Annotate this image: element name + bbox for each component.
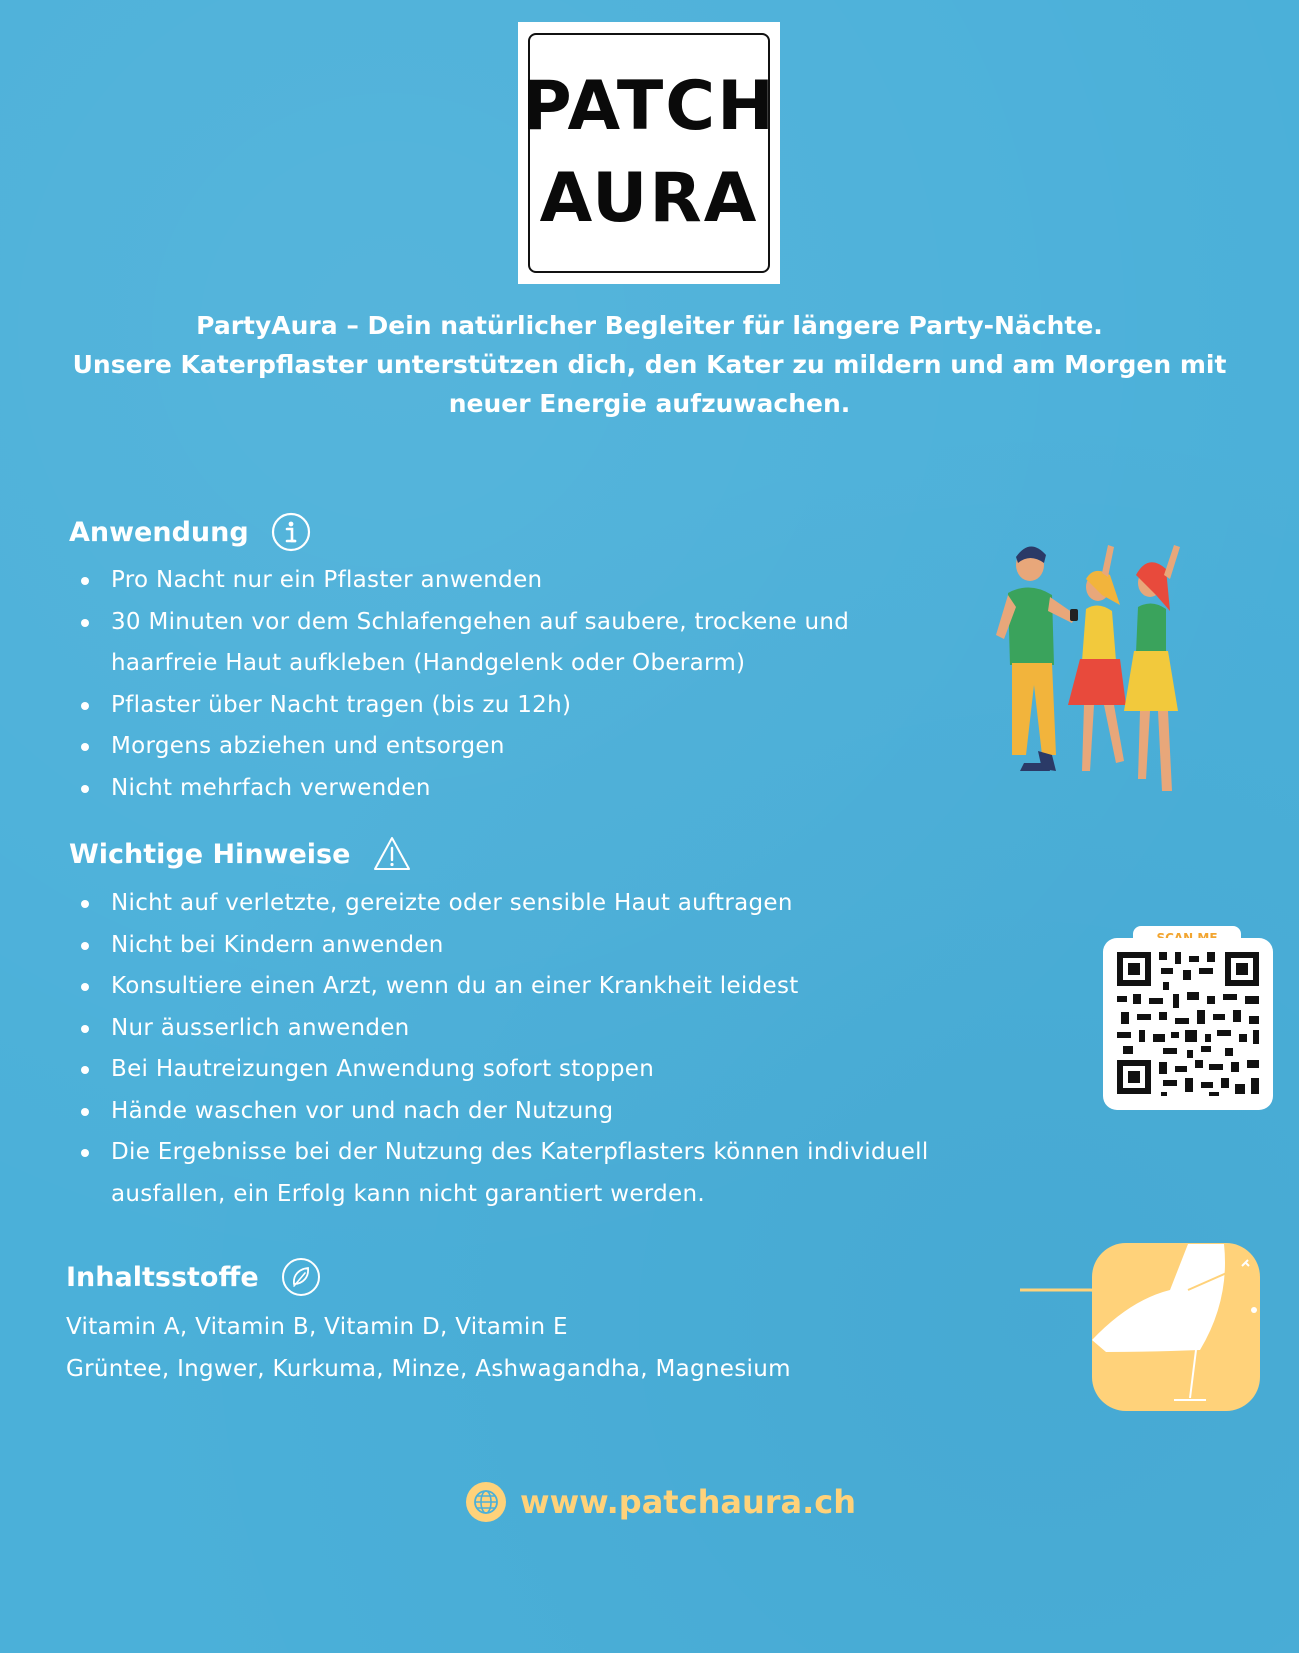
cocktail-illustration bbox=[1020, 1240, 1280, 1434]
hinweise-title: Wichtige Hinweise bbox=[69, 838, 351, 870]
qr-code[interactable] bbox=[1103, 938, 1273, 1110]
info-icon bbox=[271, 512, 311, 552]
logo-line-2: AURA bbox=[539, 159, 759, 238]
ingredients-text bbox=[66, 1306, 791, 1390]
intro-line-2: Unsere Katerpflaster unterstützen dich, den Kater zu mildern und am Morgen mit bbox=[72, 350, 1227, 379]
website-link[interactable] bbox=[466, 1482, 856, 1522]
intro-text bbox=[20, 306, 1279, 423]
inhaltsstoffe-title: Inhaltsstoffe bbox=[66, 1261, 259, 1293]
hinweise-heading bbox=[69, 835, 412, 873]
inhaltsstoffe-heading bbox=[66, 1257, 321, 1297]
intro-line-3: neuer Energie aufzuwachen. bbox=[448, 389, 851, 418]
anwendung-list bbox=[69, 560, 909, 809]
list-item: Die Ergebnisse bei der Nutzung des Katerpflasters können individuell ausfallen, ein Erfolg kann nicht garantiert werden. bbox=[69, 1132, 969, 1215]
leaf-icon bbox=[281, 1257, 321, 1297]
logo-frame bbox=[521, 33, 777, 273]
list-item: Nicht mehrfach verwenden bbox=[69, 768, 909, 810]
warning-icon bbox=[372, 835, 412, 873]
list-item: Nicht auf verletzte, gereizte oder sensible Haut auftragen bbox=[69, 883, 969, 925]
hinweise-list bbox=[69, 883, 969, 1215]
logo-line-1: PATCH bbox=[521, 67, 777, 147]
list-item: 30 Minuten vor dem Schlafengehen auf saubere, trockene und haarfreie Haut aufkleben (Handgelenk oder Oberarm) bbox=[69, 602, 909, 685]
list-item: Hände waschen vor und nach der Nutzung bbox=[69, 1091, 969, 1133]
ingredients-herbs: Grüntee, Ingwer, Kurkuma, Minze, Ashwagandha, Magnesium bbox=[66, 1356, 791, 1382]
list-item: Morgens abziehen und entsorgen bbox=[69, 726, 909, 768]
ingredients-vitamins: Vitamin A, Vitamin B, Vitamin D, Vitamin E bbox=[66, 1314, 568, 1340]
list-item: Bei Hautreizungen Anwendung sofort stoppen bbox=[69, 1049, 969, 1091]
website-url[interactable]: www.patchaura.ch bbox=[520, 1483, 856, 1521]
list-item: Nicht bei Kindern anwenden bbox=[69, 925, 969, 967]
anwendung-title: Anwendung bbox=[69, 516, 249, 548]
intro-line-1: PartyAura – Dein natürlicher Begleiter für längere Party-Nächte. bbox=[196, 311, 1103, 340]
list-item: Pflaster über Nacht tragen (bis zu 12h) bbox=[69, 685, 909, 727]
logo bbox=[518, 22, 780, 284]
globe-icon bbox=[466, 1482, 506, 1522]
list-item: Nur äusserlich anwenden bbox=[69, 1008, 969, 1050]
dancers-illustration bbox=[990, 535, 1190, 829]
anwendung-heading bbox=[69, 512, 311, 552]
list-item: Konsultiere einen Arzt, wenn du an einer Krankheit leidest bbox=[69, 966, 969, 1008]
list-item: Pro Nacht nur ein Pflaster anwenden bbox=[69, 560, 909, 602]
